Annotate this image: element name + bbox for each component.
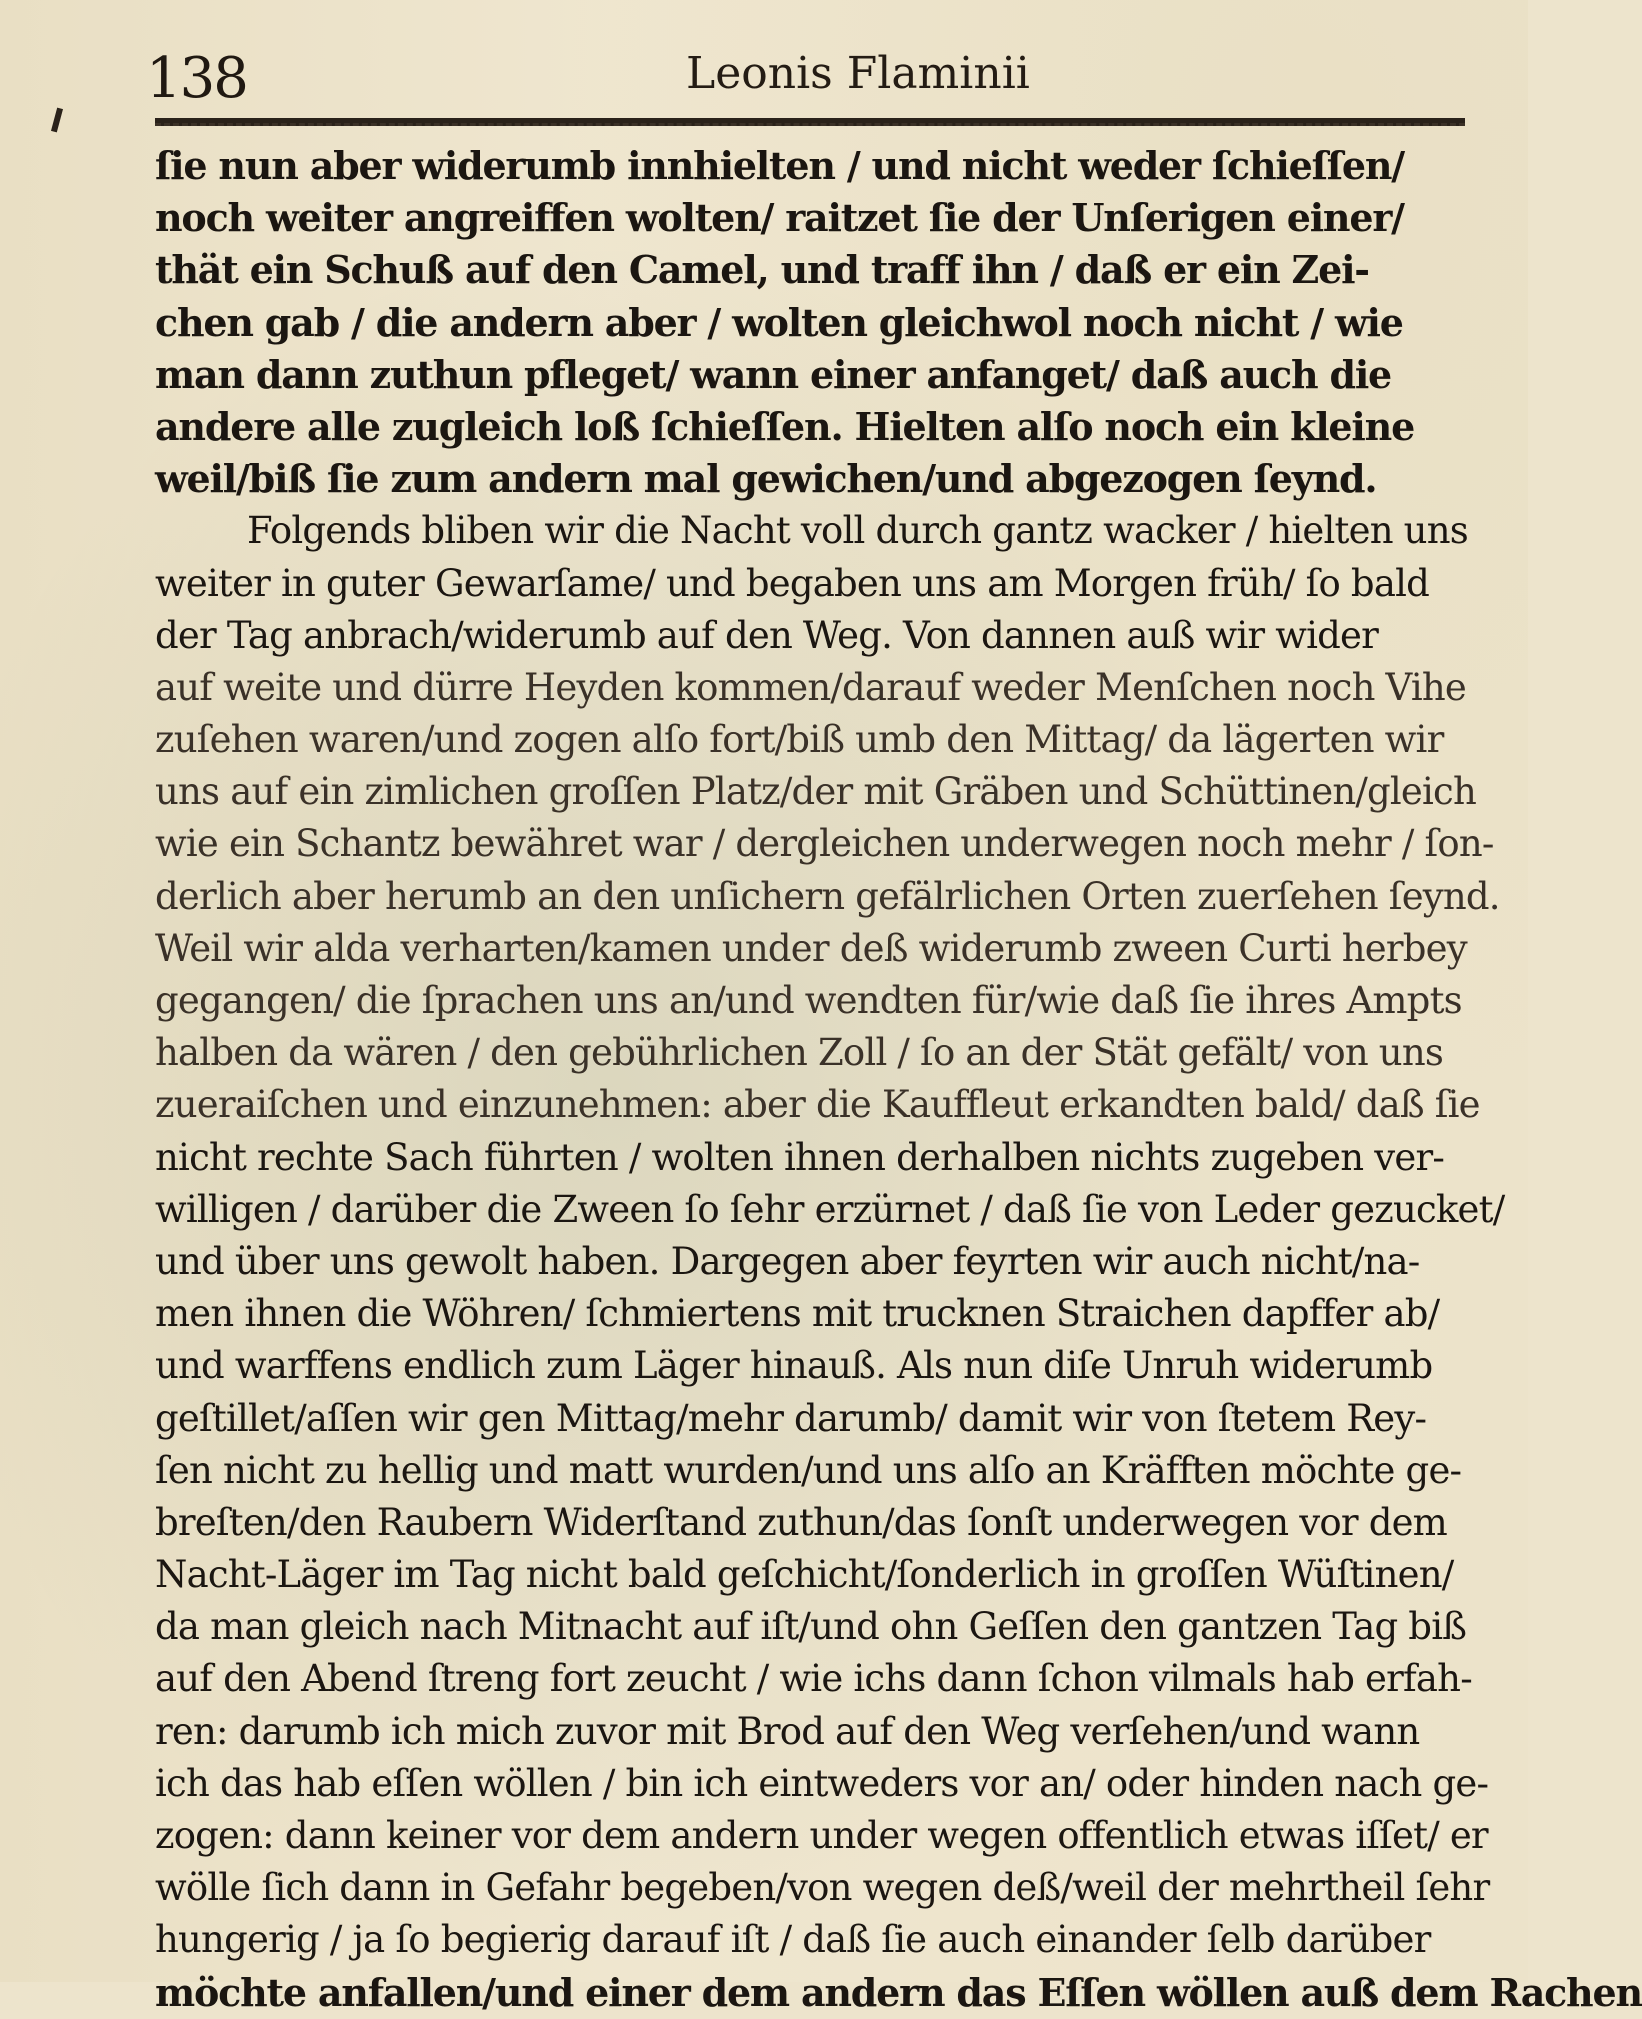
text-line: chen gab / die andern aber / wolten gleichwol noch nicht / wie — [155, 299, 1403, 345]
text-line: Folgends bliben wir die Nacht voll durch gantz wacker / hielten uns — [247, 509, 1468, 553]
text-line: der Tag anbrach/widerumb auf den Weg. Von dannen auß wir wider — [155, 613, 1379, 657]
text-line: andere alle zugleich loß ſchieſſen. Hielten alſo noch ein kleine — [155, 403, 1415, 449]
text-line: ich das hab eſſen wöllen / bin ich eintweders vor an/ oder hinden nach ge- — [155, 1761, 1489, 1805]
text-line: auf den Abend ſtreng fort zeucht / wie ichs dann ſchon vilmals hab erfah- — [155, 1657, 1472, 1701]
text-line: thät ein Schuß auf den Camel, und traff ihn / daß er ein Zei- — [155, 247, 1369, 293]
text-line: Weil wir alda verharten/kamen under deß widerumb zween Curti herbey — [155, 926, 1467, 970]
text-line: man dann zuthun pfleget/ wann einer anfanget/ daß auch die — [155, 351, 1392, 397]
text-line: zogen: dann keiner vor dem andern under wegen offentlich etwas iſſet/ er — [155, 1814, 1488, 1857]
page-header — [146, 38, 1466, 118]
header-rule — [155, 118, 1465, 126]
text-line: weiter in guter Gewarſame/ und begaben uns am Morgen früh/ ſo bald — [155, 561, 1429, 605]
text-line: wie ein Schantz bewähret war / dergleichen underwegen noch mehr / ſon- — [155, 822, 1494, 866]
text-line: ren: darumb ich mich zuvor mit Brod auf den Weg verſehen/und wann — [155, 1709, 1420, 1753]
text-line: weil/biß ſie zum andern mal gewichen/und abgezogen ſeynd. — [155, 456, 1377, 502]
text-line: nicht rechte Sach führten / wolten ihnen derhalben nichts zugeben ver- — [155, 1135, 1445, 1179]
text-line: geſtillet/aſſen wir gen Mittag/mehr darumb/ damit wir von ſtetem Rey- — [155, 1396, 1427, 1440]
text-line: zuſehen waren/und zogen alſo fort/biß umb den Mittag/ da lägerten wir — [155, 718, 1444, 762]
text-line: breſten/den Raubern Widerſtand zuthun/das ſonſt underwegen vor dem — [155, 1500, 1447, 1544]
text-line: men ihnen die Wöhren/ ſchmiertens mit trucknen Straichen dapffer ab/ — [155, 1292, 1440, 1336]
text-line: halben da wären / den gebührlichen Zoll / ſo an der Stät gefält/ von uns — [155, 1031, 1444, 1075]
text-line: und über uns gewolt haben. Dargegen aber feyrten wir auch nicht/na- — [155, 1239, 1420, 1283]
text-line: hungerig / ja ſo begierig darauf iſt / daß ſie auch einander ſelb darüber — [155, 1918, 1431, 1962]
text-line: und warffens endlich zum Läger hinauß. Als nun diſe Unruh widerumb — [155, 1344, 1433, 1388]
margin-mark — [51, 108, 63, 133]
text-line: ſen nicht zu hellig und matt wurden/und uns alſo an Kräfften möchte ge- — [155, 1448, 1462, 1492]
text-line: Nacht-Läger im Tag nicht bald geſchicht/ſonderlich in groſſen Wüſtinen/ — [155, 1553, 1454, 1597]
page-number: 138 — [146, 46, 247, 111]
text-line: gegangen/ die ſprachen uns an/und wendten für/wie daß ſie ihres Ampts — [155, 979, 1462, 1022]
text-line: derlich aber herumb an den unſichern gefälrlichen Orten zuerſehen ſeynd. — [155, 874, 1500, 918]
text-line: wölle ſich dann in Gefahr begeben/von wegen deß/weil der mehrtheil ſehr — [155, 1866, 1490, 1910]
text-line: willigen / darüber die Zween ſo ſehr erzürnet / daß ſie von Leder gezucket/ — [155, 1187, 1505, 1231]
text-line: möchte anfallen/und einer dem andern das Eſſen wöllen auß dem Rachen — [155, 1969, 1642, 2015]
text-line: auf weite und dürre Heyden kommen/darauf weder Menſchen noch Vihe — [155, 665, 1466, 709]
text-line: uns auf ein zimlichen groſſen Platz/der mit Gräben und Schüttinen/gleich — [155, 770, 1477, 814]
running-title: Leonis Flaminii — [686, 48, 1030, 99]
text-line: noch weiter angreiffen wolten/ raitzet ſie der Unſerigen einer/ — [155, 195, 1404, 241]
text-line: ſie nun aber widerumb innhielten / und nicht weder ſchieſſen/ — [155, 143, 1404, 188]
text-line: da man gleich nach Mitnacht auf iſt/und ohn Geſſen den gantzen Tag biß — [155, 1605, 1467, 1649]
text-block — [155, 140, 1642, 2019]
text-line: zueraiſchen und einzunehmen: aber die Kauffleut erkandten bald/ daß ſie — [155, 1083, 1480, 1127]
